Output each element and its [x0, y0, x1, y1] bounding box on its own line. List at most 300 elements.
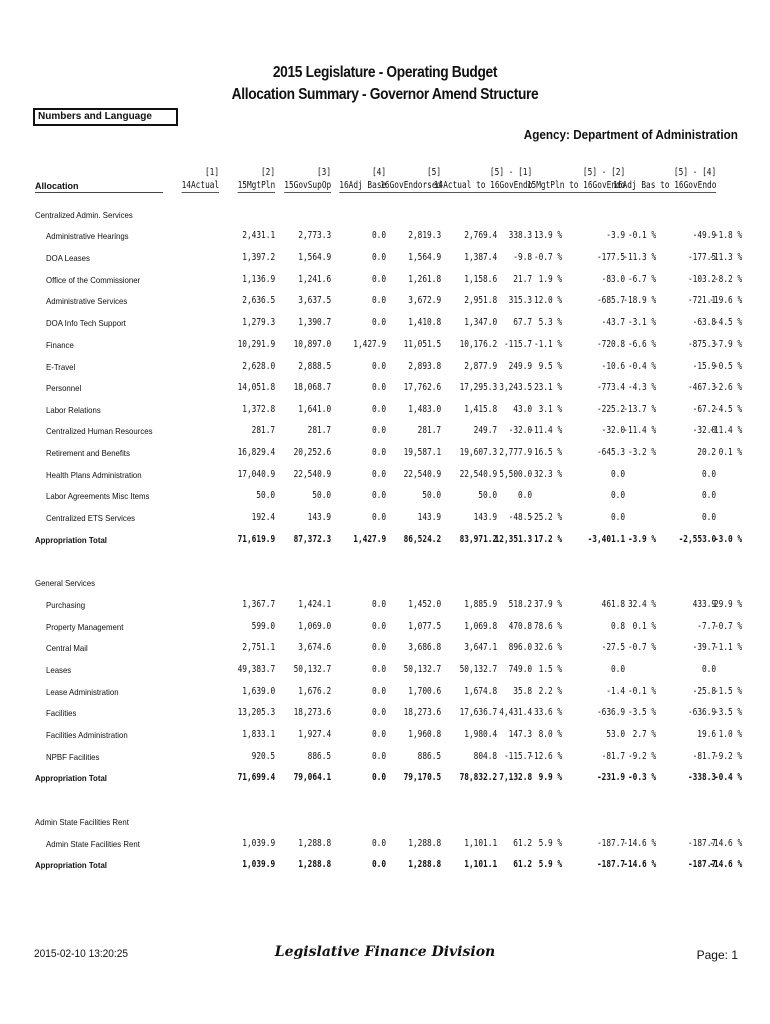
- report-title-block: [0, 62, 770, 106]
- value-cell: -18.9 %: [623, 295, 656, 306]
- value-cell: 1,367.7: [242, 599, 275, 610]
- value-cell: -3.5 %: [713, 707, 742, 718]
- value-cell: 0.0: [610, 512, 625, 523]
- value-cell: 3,672.9: [408, 295, 441, 306]
- value-cell: -9.2 %: [627, 751, 656, 762]
- value-cell: -773.4: [596, 382, 625, 393]
- value-cell: 37.9 %: [533, 599, 562, 610]
- value-cell: 0.0: [517, 490, 532, 501]
- section-label: Admin State Facilities Rent: [35, 817, 129, 827]
- col3-name: 15GovSupOp: [284, 180, 331, 191]
- value-cell: 0.0: [371, 512, 386, 523]
- value-cell: 4,431.4: [499, 707, 532, 718]
- value-cell: -720.8: [596, 339, 625, 350]
- value-cell: 1,483.0: [408, 404, 441, 415]
- value-cell: 32.6 %: [533, 642, 562, 653]
- value-cell: 67.7: [513, 317, 532, 328]
- value-cell: -225.2: [596, 404, 625, 415]
- value-cell: -187.7: [687, 859, 716, 870]
- value-cell: 2,628.0: [242, 361, 275, 372]
- value-cell: 43.0: [513, 404, 532, 415]
- value-cell: 1,452.0: [408, 599, 441, 610]
- value-cell: 461.8: [601, 599, 625, 610]
- allocation-label: NPBF Facilities: [46, 752, 100, 762]
- value-cell: 53.0: [606, 729, 625, 740]
- value-cell: 50.0: [478, 490, 497, 501]
- value-cell: 1,980.4: [464, 729, 497, 740]
- value-cell: 78.6 %: [533, 621, 562, 632]
- value-cell: 79,170.5: [403, 772, 441, 783]
- allocation-label: Property Management: [46, 622, 124, 632]
- value-cell: -1.1 %: [713, 642, 742, 653]
- total-label: Appropriation Total: [35, 535, 107, 545]
- value-cell: 18,273.6: [293, 707, 331, 718]
- value-cell: -0.3 %: [627, 772, 656, 783]
- value-cell: 1.5 %: [538, 664, 562, 675]
- numbers-and-language-box: Numbers and Language: [33, 108, 178, 126]
- value-cell: 1.9 %: [538, 274, 562, 285]
- value-cell: 19.6: [697, 729, 716, 740]
- value-cell: 1,410.8: [408, 317, 441, 328]
- value-cell: 20.2: [697, 447, 716, 458]
- total-row: [0, 858, 770, 872]
- table-row: [0, 598, 770, 612]
- value-cell: 20,252.6: [293, 447, 331, 458]
- value-cell: 0.0: [610, 490, 625, 501]
- value-cell: 0.0: [371, 295, 386, 306]
- value-cell: 281.7: [251, 425, 275, 436]
- value-cell: 338.3: [508, 230, 532, 241]
- value-cell: -10.6: [601, 361, 625, 372]
- allocation-label: Finance: [46, 340, 74, 350]
- value-cell: -3.9: [606, 230, 625, 241]
- table-row: [0, 360, 770, 374]
- value-cell: 1,288.8: [298, 838, 331, 849]
- table-row: [0, 273, 770, 287]
- value-cell: 5.9 %: [538, 838, 562, 849]
- col7-number: [5] - [2]: [582, 167, 625, 178]
- value-cell: 2,893.8: [408, 361, 441, 372]
- value-cell: 1,069.0: [298, 621, 331, 632]
- value-cell: 9.5 %: [538, 361, 562, 372]
- value-cell: -1.4: [606, 686, 625, 697]
- value-cell: -2,553.0: [678, 534, 716, 545]
- allocation-label: Labor Relations: [46, 405, 101, 415]
- value-cell: 143.9: [307, 512, 331, 523]
- value-cell: -19.6 %: [709, 295, 742, 306]
- value-cell: 50,132.7: [403, 664, 441, 675]
- value-cell: 0.0: [371, 686, 386, 697]
- value-cell: 1,136.9: [242, 274, 275, 285]
- value-cell: 192.4: [251, 512, 275, 523]
- value-cell: -4.5 %: [713, 404, 742, 415]
- value-cell: 7,132.8: [499, 772, 532, 783]
- value-cell: 23.1 %: [533, 382, 562, 393]
- value-cell: -115.7: [503, 339, 532, 350]
- value-cell: 0.0: [371, 382, 386, 393]
- value-cell: 22,540.9: [403, 469, 441, 480]
- value-cell: 1,564.9: [408, 252, 441, 263]
- value-cell: 896.0: [508, 642, 532, 653]
- value-cell: 8.0 %: [538, 729, 562, 740]
- value-cell: 1,390.7: [298, 317, 331, 328]
- value-cell: 1,069.8: [464, 621, 497, 632]
- value-cell: 87,372.3: [293, 534, 331, 545]
- value-cell: 86,524.2: [403, 534, 441, 545]
- section-row: [0, 815, 770, 829]
- value-cell: 22,540.9: [293, 469, 331, 480]
- value-cell: 0.0: [371, 642, 386, 653]
- value-cell: -6.7 %: [627, 274, 656, 285]
- value-cell: -0.7 %: [533, 252, 562, 263]
- value-cell: 1,372.8: [242, 404, 275, 415]
- value-cell: -49.9: [692, 230, 716, 241]
- value-cell: 0.0: [371, 230, 386, 241]
- value-cell: 1.0 %: [718, 729, 742, 740]
- value-cell: -1.8 %: [713, 230, 742, 241]
- value-cell: 804.8: [473, 751, 497, 762]
- value-cell: 0.0: [371, 838, 386, 849]
- value-cell: -7.9 %: [713, 339, 742, 350]
- value-cell: -231.9: [596, 772, 625, 783]
- value-cell: 12.0 %: [533, 295, 562, 306]
- value-cell: 5.9 %: [538, 859, 562, 870]
- value-cell: 10,176.2: [459, 339, 497, 350]
- table-row: [0, 294, 770, 308]
- value-cell: 281.7: [307, 425, 331, 436]
- col1-number: [1]: [204, 167, 219, 178]
- value-cell: 920.5: [251, 751, 275, 762]
- value-cell: -3,401.1: [587, 534, 625, 545]
- value-cell: 0.1 %: [632, 621, 656, 632]
- value-cell: -81.7: [601, 751, 625, 762]
- value-cell: 0.0: [371, 490, 386, 501]
- report-subtitle: Allocation Summary - Governor Amend Structure: [231, 86, 539, 103]
- value-cell: 143.9: [417, 512, 441, 523]
- value-cell: 50,132.7: [293, 664, 331, 675]
- value-cell: 0.0: [610, 469, 625, 480]
- value-cell: 1,288.8: [298, 859, 331, 870]
- agency-label: Agency: Department of Administration: [523, 127, 738, 142]
- value-cell: 1,639.0: [242, 686, 275, 697]
- col2-name: 15MgtPln: [237, 180, 275, 191]
- value-cell: 3,637.5: [298, 295, 331, 306]
- value-cell: 16.5 %: [533, 447, 562, 458]
- value-cell: -67.2: [692, 404, 716, 415]
- value-cell: 0.0: [701, 469, 716, 480]
- value-cell: -636.9: [596, 707, 625, 718]
- value-cell: -11.4 %: [709, 425, 742, 436]
- value-cell: -39.7: [692, 642, 716, 653]
- value-cell: 0.0: [701, 664, 716, 675]
- value-cell: 0.0: [371, 772, 386, 783]
- value-cell: -32.0: [601, 425, 625, 436]
- value-cell: 1,347.0: [464, 317, 497, 328]
- value-cell: 3,686.8: [408, 642, 441, 653]
- value-cell: 1,158.6: [464, 274, 497, 285]
- value-cell: 79,064.1: [293, 772, 331, 783]
- value-cell: 1,101.1: [464, 859, 497, 870]
- value-cell: 0.0: [701, 490, 716, 501]
- value-cell: -0.4 %: [713, 772, 742, 783]
- value-cell: 1,674.8: [464, 686, 497, 697]
- allocation-label: E-Travel: [46, 362, 76, 372]
- value-cell: -12.6 %: [529, 751, 562, 762]
- value-cell: -1.1 %: [533, 339, 562, 350]
- value-cell: 49,383.7: [237, 664, 275, 675]
- table-row: [0, 403, 770, 417]
- value-cell: 470.8: [508, 621, 532, 632]
- allocation-label: DOA Leases: [46, 253, 90, 263]
- value-cell: 10,291.9: [237, 339, 275, 350]
- value-cell: 18,068.7: [293, 382, 331, 393]
- value-cell: 2,751.1: [242, 642, 275, 653]
- value-cell: -83.0: [601, 274, 625, 285]
- value-cell: 2,431.1: [242, 230, 275, 241]
- value-cell: -187.7: [687, 838, 716, 849]
- value-cell: -115.7: [503, 751, 532, 762]
- value-cell: -8.2 %: [713, 274, 742, 285]
- value-cell: 599.0: [251, 621, 275, 632]
- value-cell: 2,769.4: [464, 230, 497, 241]
- allocation-label: Facilities: [46, 708, 77, 718]
- value-cell: -11.4 %: [623, 425, 656, 436]
- table-row: [0, 750, 770, 764]
- value-cell: 83,971.2: [459, 534, 497, 545]
- value-cell: 17,040.9: [237, 469, 275, 480]
- value-cell: -3.9 %: [627, 534, 656, 545]
- value-cell: 315.3: [508, 295, 532, 306]
- allocation-label: Personnel: [46, 383, 82, 393]
- table-row: [0, 489, 770, 503]
- value-cell: 0.0: [371, 751, 386, 762]
- value-cell: 0.0: [371, 447, 386, 458]
- value-cell: 71,699.4: [237, 772, 275, 783]
- value-cell: 50.0: [422, 490, 441, 501]
- table-row: [0, 641, 770, 655]
- allocation-label: Health Plans Administration: [46, 470, 142, 480]
- value-cell: 2.2 %: [538, 686, 562, 697]
- value-cell: -3.5 %: [627, 707, 656, 718]
- allocation-label: Central Mail: [46, 643, 88, 653]
- value-cell: -9.2 %: [713, 751, 742, 762]
- value-cell: -645.3: [596, 447, 625, 458]
- value-cell: 32.3 %: [533, 469, 562, 480]
- table-row: [0, 468, 770, 482]
- value-cell: 50.0: [256, 490, 275, 501]
- value-cell: 5,500.0: [499, 469, 532, 480]
- value-cell: 1,641.0: [298, 404, 331, 415]
- value-cell: -0.7 %: [713, 621, 742, 632]
- value-cell: 3.1 %: [538, 404, 562, 415]
- value-cell: 10,897.0: [293, 339, 331, 350]
- value-cell: -11.3 %: [623, 252, 656, 263]
- value-cell: -4.5 %: [713, 317, 742, 328]
- value-cell: 147.3: [508, 729, 532, 740]
- value-cell: 0.8: [610, 621, 625, 632]
- value-cell: 0.0: [371, 621, 386, 632]
- value-cell: 2,773.3: [298, 230, 331, 241]
- table-row: [0, 706, 770, 720]
- value-cell: 433.9: [692, 599, 716, 610]
- value-cell: 19,607.3: [459, 447, 497, 458]
- value-cell: -177.5: [596, 252, 625, 263]
- col5-number: [5]: [426, 167, 441, 178]
- value-cell: -32.0: [692, 425, 716, 436]
- value-cell: 3,243.5: [499, 382, 532, 393]
- value-cell: 0.0: [371, 859, 386, 870]
- value-cell: 13,205.3: [237, 707, 275, 718]
- value-cell: 19,587.1: [403, 447, 441, 458]
- value-cell: 1,676.2: [298, 686, 331, 697]
- value-cell: 0.0: [371, 469, 386, 480]
- value-cell: 2,636.5: [242, 295, 275, 306]
- value-cell: 1,279.3: [242, 317, 275, 328]
- value-cell: 0.0: [371, 707, 386, 718]
- value-cell: -15.9: [692, 361, 716, 372]
- allocation-label: Purchasing: [46, 600, 86, 610]
- value-cell: -9.8: [513, 252, 532, 263]
- value-cell: -11.4 %: [529, 425, 562, 436]
- value-cell: -25.8: [692, 686, 716, 697]
- value-cell: 14,051.8: [237, 382, 275, 393]
- value-cell: 1,885.9: [464, 599, 497, 610]
- col8-name: 16Adj Bas to 16GovEndo: [612, 180, 716, 191]
- value-cell: -48.5: [508, 512, 532, 523]
- value-cell: -3.0 %: [713, 534, 742, 545]
- value-cell: 1,387.4: [464, 252, 497, 263]
- value-cell: -14.6 %: [623, 859, 656, 870]
- value-cell: -2.6 %: [713, 382, 742, 393]
- value-cell: -1.5 %: [713, 686, 742, 697]
- value-cell: 249.7: [473, 425, 497, 436]
- value-cell: -467.3: [687, 382, 716, 393]
- value-cell: -27.5: [601, 642, 625, 653]
- value-cell: -0.1 %: [627, 230, 656, 241]
- value-cell: -13.7 %: [623, 404, 656, 415]
- value-cell: 1,288.8: [408, 838, 441, 849]
- value-cell: 886.5: [307, 751, 331, 762]
- total-row: [0, 533, 770, 547]
- table-row: [0, 251, 770, 265]
- value-cell: -63.8: [692, 317, 716, 328]
- value-cell: -32.0: [508, 425, 532, 436]
- table-row: [0, 837, 770, 851]
- allocation-label: Retirement and Benefits: [46, 448, 130, 458]
- value-cell: 2,888.5: [298, 361, 331, 372]
- value-cell: -6.6 %: [627, 339, 656, 350]
- value-cell: 1,397.2: [242, 252, 275, 263]
- value-cell: -187.7: [596, 859, 625, 870]
- value-cell: 18,273.6: [403, 707, 441, 718]
- table-row: [0, 728, 770, 742]
- value-cell: 1,039.9: [242, 838, 275, 849]
- value-cell: 1,564.9: [298, 252, 331, 263]
- value-cell: 0.0: [701, 512, 716, 523]
- allocation-label: Lease Administration: [46, 687, 119, 697]
- allocation-label: Centralized ETS Services: [46, 513, 136, 523]
- value-cell: 12,351.3: [494, 534, 532, 545]
- value-cell: 1,241.6: [298, 274, 331, 285]
- table-row: [0, 663, 770, 677]
- division-signature: Legislative Finance Division: [274, 944, 496, 960]
- value-cell: 281.7: [417, 425, 441, 436]
- table-row: [0, 424, 770, 438]
- value-cell: -177.5: [687, 252, 716, 263]
- value-cell: -14.6 %: [623, 838, 656, 849]
- value-cell: 0.0: [371, 404, 386, 415]
- value-cell: 0.0: [371, 361, 386, 372]
- total-label: Appropriation Total: [35, 773, 107, 783]
- value-cell: 0.0: [371, 599, 386, 610]
- value-cell: 1,833.1: [242, 729, 275, 740]
- value-cell: -43.7: [601, 317, 625, 328]
- value-cell: 2,819.3: [408, 230, 441, 241]
- value-cell: -0.5 %: [713, 361, 742, 372]
- value-cell: -103.2: [687, 274, 716, 285]
- total-label: Appropriation Total: [35, 860, 107, 870]
- value-cell: -685.7: [596, 295, 625, 306]
- value-cell: 0.1 %: [718, 447, 742, 458]
- value-cell: 1,261.8: [408, 274, 441, 285]
- value-cell: 0.0: [371, 729, 386, 740]
- value-cell: 21.7: [513, 274, 532, 285]
- value-cell: 749.0: [508, 664, 532, 675]
- page-number: Page: 1: [696, 948, 738, 962]
- value-cell: 1,424.1: [298, 599, 331, 610]
- value-cell: -0.4 %: [627, 361, 656, 372]
- value-cell: -25.2 %: [529, 512, 562, 523]
- section-label: General Services: [35, 578, 95, 588]
- value-cell: 2,877.9: [464, 361, 497, 372]
- value-cell: 0.0: [610, 664, 625, 675]
- col1-name: 14Actual: [181, 180, 219, 191]
- value-cell: -4.3 %: [627, 382, 656, 393]
- value-cell: -875.3: [687, 339, 716, 350]
- value-cell: 1,101.1: [464, 838, 497, 849]
- value-cell: 1,288.8: [408, 859, 441, 870]
- value-cell: 22,540.9: [459, 469, 497, 480]
- table-row: [0, 685, 770, 699]
- value-cell: 29.9 %: [713, 599, 742, 610]
- table-row: [0, 620, 770, 634]
- value-cell: 1,039.9: [242, 859, 275, 870]
- allocation-label: DOA Info Tech Support: [46, 318, 126, 328]
- value-cell: -14.6 %: [709, 838, 742, 849]
- report-title: 2015 Legislature - Operating Budget: [272, 64, 498, 81]
- total-row: [0, 771, 770, 785]
- value-cell: 17,762.6: [403, 382, 441, 393]
- value-cell: -11.3 %: [709, 252, 742, 263]
- value-cell: 71,619.9: [237, 534, 275, 545]
- value-cell: 1,960.8: [408, 729, 441, 740]
- value-cell: -7.7: [697, 621, 716, 632]
- table-row: [0, 229, 770, 243]
- value-cell: 249.9: [508, 361, 532, 372]
- value-cell: 61.2: [513, 859, 532, 870]
- col4-name: 16Adj Base: [339, 180, 386, 191]
- value-cell: -3.1 %: [627, 317, 656, 328]
- value-cell: -0.1 %: [627, 686, 656, 697]
- value-cell: -14.6 %: [709, 859, 742, 870]
- value-cell: 35.8: [513, 686, 532, 697]
- value-cell: 1,427.9: [353, 339, 386, 350]
- allocation-column-header: Allocation: [35, 181, 163, 193]
- value-cell: 3,674.6: [298, 642, 331, 653]
- value-cell: 13.9 %: [533, 230, 562, 241]
- value-cell: 1,927.4: [298, 729, 331, 740]
- table-row: [0, 338, 770, 352]
